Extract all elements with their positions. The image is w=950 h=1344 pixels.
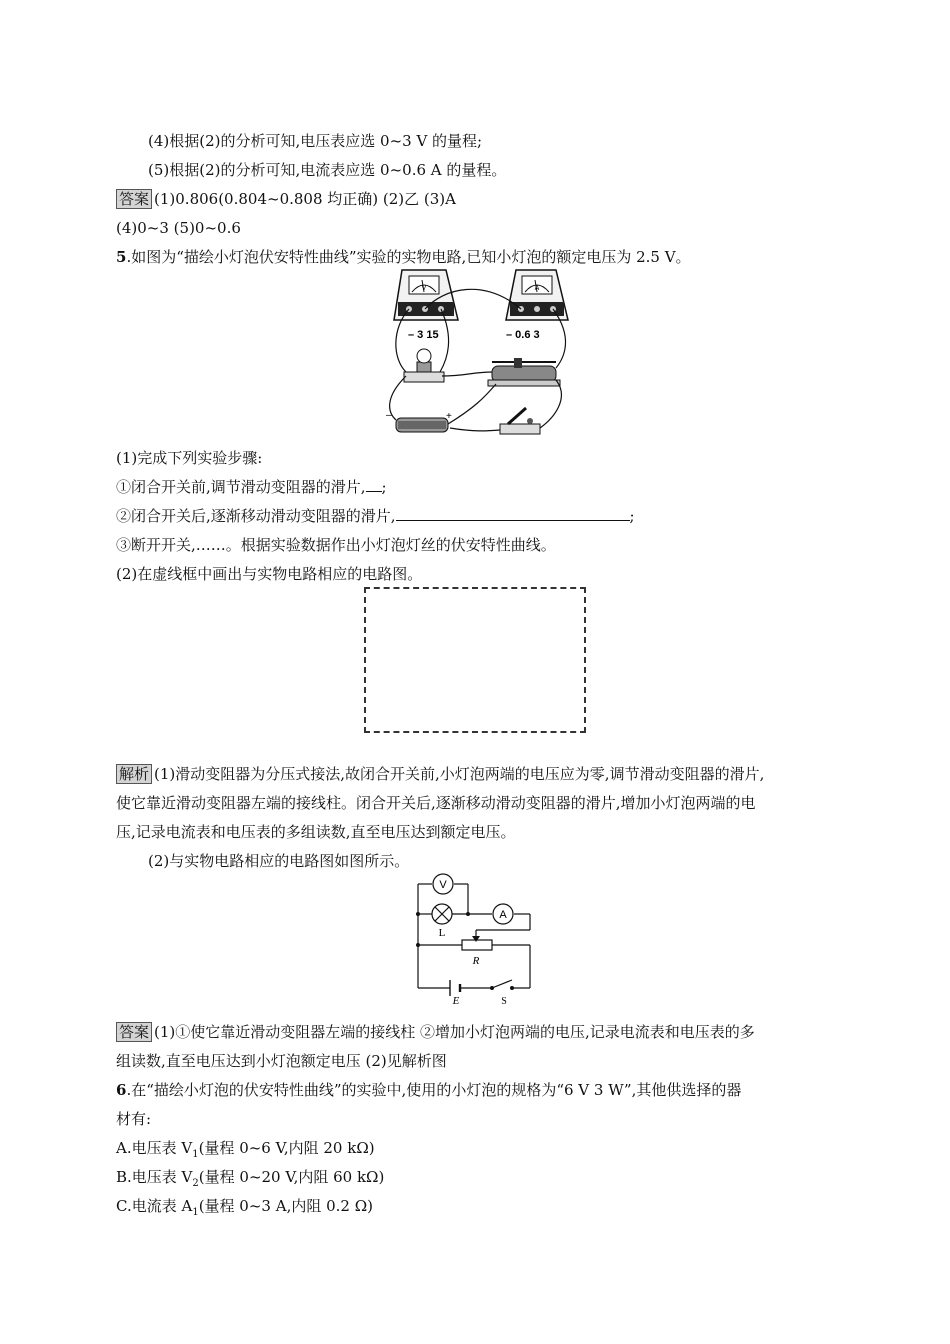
ammeter-terminal-labels: – 0.6 3 bbox=[506, 329, 540, 341]
switch-label: S bbox=[501, 996, 507, 1006]
text-line: (4)0~3 (5)0~0.6 bbox=[116, 219, 241, 237]
battery-device bbox=[386, 410, 452, 432]
answer-text: (1)①使它靠近滑动变阻器左端的接线柱 ②增加小灯泡两端的电压,记录电流表和电压表的多 bbox=[154, 1023, 755, 1041]
question-number: 6 bbox=[116, 1081, 127, 1099]
option-subscript: 1 bbox=[192, 1149, 199, 1160]
rheostat-label: R bbox=[472, 955, 480, 967]
step-text: ①闭合开关前,调节滑动变阻器的滑片, bbox=[116, 478, 366, 496]
question-number: 5 bbox=[116, 248, 127, 266]
text-line: 材有: bbox=[116, 1110, 152, 1128]
option-text: (量程 0~3 A,内阻 0.2 Ω) bbox=[198, 1197, 374, 1215]
question-6 bbox=[116, 1080, 741, 1100]
option-text: A.电压表 V bbox=[116, 1139, 193, 1157]
text-line: (4)根据(2)的分析可知,电压表应选 0~3 V 的量程; bbox=[148, 132, 483, 150]
step-3: ③断开开关,……。根据实验数据作出小灯泡灯丝的伏安特性曲线。 bbox=[116, 536, 556, 554]
step-2 bbox=[116, 506, 635, 526]
ammeter-label: A bbox=[499, 909, 507, 921]
option-text: (量程 0~20 V,内阻 60 kΩ) bbox=[198, 1168, 385, 1186]
answer-line bbox=[116, 189, 456, 209]
lamp-label: L bbox=[438, 927, 446, 939]
answer-text: (1)0.806(0.804~0.808 均正确) (2)乙 (3)A bbox=[154, 190, 456, 208]
voltmeter-label: V bbox=[439, 879, 447, 891]
analysis-line bbox=[116, 764, 764, 784]
rheostat-device bbox=[488, 358, 560, 386]
option-b bbox=[116, 1167, 384, 1194]
text-line: (1)完成下列实验步骤: bbox=[116, 449, 263, 467]
option-text: B.电压表 V bbox=[116, 1168, 193, 1186]
question-5 bbox=[116, 247, 691, 267]
switch-device bbox=[500, 408, 540, 434]
voltmeter-terminal-labels: – 3 15 bbox=[408, 329, 439, 341]
answer-line bbox=[116, 1022, 755, 1042]
step-end: ; bbox=[381, 478, 387, 496]
step-end: ; bbox=[629, 507, 635, 525]
analysis-tag: 解析 bbox=[116, 764, 152, 784]
option-subscript: 1 bbox=[192, 1207, 199, 1218]
text-line: (5)根据(2)的分析可知,电流表应选 0~0.6 A 的量程。 bbox=[148, 161, 507, 179]
battery-minus-label: – bbox=[386, 410, 392, 421]
option-text: (量程 0~6 V,内阻 20 kΩ) bbox=[198, 1139, 375, 1157]
circuit-diagram bbox=[412, 870, 536, 1006]
answer-tag: 答案 bbox=[116, 1022, 152, 1042]
step-1 bbox=[116, 477, 387, 497]
text-line: 使它靠近滑动变阻器左端的接线柱。闭合开关后,逐渐移动滑动变阻器的滑片,增加小灯泡两端的电 bbox=[116, 794, 756, 812]
text-line: (2)与实物电路相应的电路图如图所示。 bbox=[148, 852, 410, 870]
text-line: 组读数,直至电压达到小灯泡额定电压 (2)见解析图 bbox=[116, 1052, 447, 1070]
text-line: (2)在虚线框中画出与实物电路相应的电路图。 bbox=[116, 565, 423, 583]
option-subscript: 2 bbox=[192, 1178, 199, 1189]
lamp-holder bbox=[404, 349, 444, 382]
real-circuit-figure bbox=[384, 268, 574, 440]
battery-plus-label: + bbox=[446, 411, 452, 422]
option-a bbox=[116, 1138, 375, 1165]
text-line: 压,记录电流表和电压表的多组读数,直至电压达到额定电压。 bbox=[116, 823, 516, 841]
question-text: .如图为“描绘小灯泡伏安特性曲线”实验的实物电路,已知小灯泡的额定电压为 2.5 V。 bbox=[126, 248, 691, 266]
battery-label: E bbox=[452, 995, 460, 1006]
voltmeter-symbol: V bbox=[421, 285, 427, 292]
voltmeter-device bbox=[394, 270, 458, 341]
ammeter-symbol: A bbox=[534, 285, 540, 292]
step-text: ②闭合开关后,逐渐移动滑动变阻器的滑片, bbox=[116, 507, 396, 525]
answer-tag: 答案 bbox=[116, 189, 152, 209]
ammeter-device bbox=[506, 270, 568, 341]
dashed-drawing-box bbox=[364, 587, 586, 733]
option-c bbox=[116, 1196, 373, 1223]
answer-blank[interactable] bbox=[396, 506, 630, 521]
analysis-text: (1)滑动变阻器为分压式接法,故闭合开关前,小灯泡两端的电压应为零,调节滑动变阻器的滑片, bbox=[154, 765, 765, 783]
option-text: C.电流表 A bbox=[116, 1197, 193, 1215]
answer-blank[interactable] bbox=[366, 477, 382, 492]
question-text: .在“描绘小灯泡的伏安特性曲线”的实验中,使用的小灯泡的规格为“6 V 3 W”,其他供选择的器 bbox=[126, 1081, 742, 1099]
